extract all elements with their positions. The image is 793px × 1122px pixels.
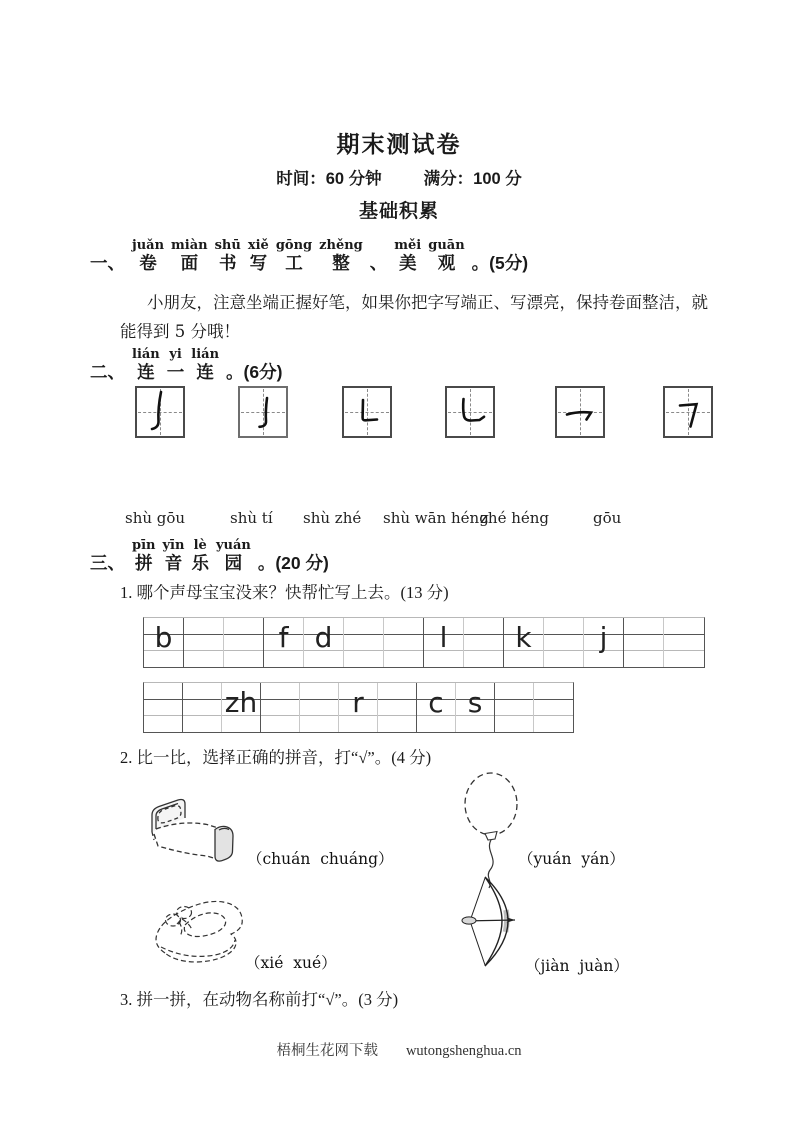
stroke-label: shù gōu (125, 509, 186, 527)
vertical-bend-stroke (447, 388, 493, 436)
grid-cell[interactable] (378, 683, 417, 732)
section-one-number: 一、 (90, 253, 125, 273)
ruby-pair: pīn 拼 (132, 538, 156, 573)
stroke-box-row (90, 386, 708, 438)
grid-cell[interactable] (300, 683, 339, 732)
picture-pinyin-choice[interactable]: （yuán yán） (518, 850, 625, 868)
grid-cell[interactable]: f (264, 618, 304, 667)
pinyin-grid-row-1 (143, 617, 705, 668)
grid-cell[interactable]: j (584, 618, 624, 667)
ruby-pair: gōng 工 (275, 238, 313, 273)
picture-pinyin-choice[interactable]: （xié xué） (245, 954, 337, 972)
question-2-items (90, 771, 708, 986)
grid-cell[interactable]: c (417, 683, 456, 732)
grid-cell[interactable]: r (339, 683, 378, 732)
note-line: 小朋友，注意坐端正握好笔，如果你把字写端正、写漂亮，保持卷面整洁，就 (147, 293, 708, 312)
note-line: 能得到 5 分哦！ (120, 322, 240, 341)
vertical-hook-small-stroke (240, 388, 286, 436)
section-two-heading (90, 348, 708, 383)
ruby-pair: yi 一 (166, 347, 185, 382)
grid-cell[interactable] (261, 683, 300, 732)
ruby-pair: lè 乐 (191, 538, 209, 573)
pinyin-grid-row-2 (143, 682, 574, 733)
section-three-number: 三、 (90, 553, 125, 573)
ruby-pair: xiě 写 (247, 238, 269, 273)
grid-cell[interactable] (184, 618, 224, 667)
ruby-pair: měi 美 (394, 238, 422, 273)
question-3-text: 3. 拼一拼，在动物名称前打“√”。(3 分) (120, 990, 399, 1009)
question-2-text: 2. 比一比，选择正确的拼音，打“√”。(4 分) (120, 748, 432, 767)
time-label: 时间：60 分钟 (276, 170, 382, 188)
stroke-box (238, 386, 288, 438)
ruby-pair: guān 观 (428, 238, 465, 273)
footer-site-name: 梧桐生花网下载 (276, 1043, 378, 1059)
grid-cell[interactable]: k (504, 618, 544, 667)
ruby-pair: 、 (369, 253, 388, 273)
stroke-label: zhé héng (480, 509, 550, 527)
grid-cell[interactable]: zh (222, 683, 261, 732)
ruby-pair: miàn 面 (171, 238, 208, 273)
section-three-heading (90, 539, 708, 574)
question-1-text: 1. 哪个声母宝宝没来？快帮忙写上去。(13 分) (120, 583, 449, 602)
stroke-box (555, 386, 605, 438)
horizontal-hook-stroke (557, 388, 603, 436)
grid-cell[interactable] (144, 683, 183, 732)
section-one-points: 。(5分) (471, 253, 529, 273)
grid-cell[interactable] (224, 618, 264, 667)
stroke-label: shù zhé (303, 509, 362, 527)
stroke-label: gōu (593, 509, 622, 527)
stroke-label-row (90, 508, 708, 528)
section-two-points: 。(6分) (226, 362, 283, 382)
ruby-pair: shū 书 (214, 238, 241, 273)
stroke-box (663, 386, 713, 438)
footer-site-url[interactable]: wutongshenghua.cn (405, 1043, 522, 1059)
shoe-illustration (145, 889, 255, 969)
grid-cell[interactable] (344, 618, 384, 667)
stroke-box (445, 386, 495, 438)
ruby-pair: yīn 音 (162, 538, 185, 573)
page-footer (90, 1041, 708, 1061)
grid-cell[interactable] (534, 683, 573, 732)
bed-illustration (145, 796, 250, 864)
grid-cell[interactable]: d (304, 618, 344, 667)
grid-cell[interactable] (384, 618, 424, 667)
balloon-illustration (462, 771, 524, 889)
horizontal-fold-stroke (665, 388, 711, 436)
page-title: 期末测试卷 (336, 131, 462, 157)
grid-cell[interactable] (544, 618, 584, 667)
ruby-pair: lián 连 (191, 347, 220, 382)
grid-cell[interactable] (624, 618, 664, 667)
grid-cell[interactable]: l (424, 618, 464, 667)
grid-cell[interactable] (464, 618, 504, 667)
picture-pinyin-choice[interactable]: （chuán chuáng） (247, 850, 394, 868)
stroke-label: shù wān héng (383, 509, 489, 527)
grid-cell[interactable]: b (144, 618, 184, 667)
paper-meta (90, 169, 708, 189)
section-three-points: 。(20 分) (257, 553, 329, 573)
section-one-heading (90, 239, 708, 274)
ruby-pair: lián 连 (132, 347, 160, 382)
ruby-pair: zhěng 整 (319, 238, 363, 273)
section-banner: 基础积累 (358, 201, 439, 222)
handwriting-note (120, 288, 710, 346)
stroke-box (135, 386, 185, 438)
bow-arrow-illustration (458, 874, 520, 969)
score-label: 满分：100 分 (423, 170, 522, 188)
vertical-fold-stroke (344, 388, 390, 436)
stroke-label: shù tí (230, 509, 273, 527)
picture-pinyin-choice[interactable]: （jiàn juàn） (525, 957, 629, 975)
stroke-box (342, 386, 392, 438)
ruby-pair: yuán 园 (215, 538, 251, 573)
ruby-pair: juǎn 卷 (132, 238, 165, 273)
grid-cell[interactable] (664, 618, 704, 667)
vertical-hook-stroke (137, 388, 183, 436)
grid-cell[interactable] (495, 683, 534, 732)
section-two-number: 二、 (90, 362, 125, 382)
grid-cell[interactable]: s (456, 683, 495, 732)
grid-cell[interactable] (183, 683, 222, 732)
